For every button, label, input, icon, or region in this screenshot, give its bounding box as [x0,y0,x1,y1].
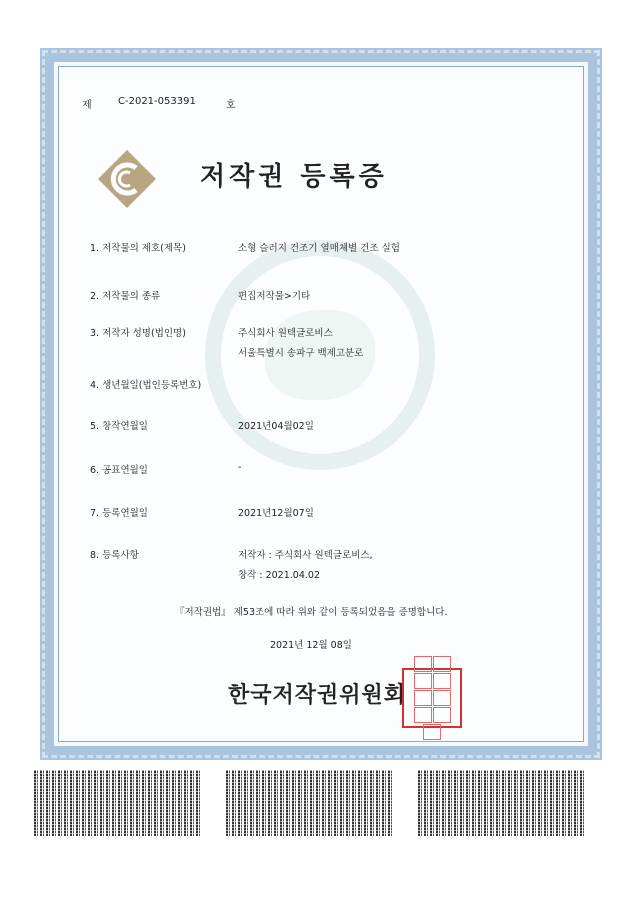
field-label: 1. 저작물의 제호(제목) [90,243,186,254]
registration-number-value: C-2021-053391 [118,96,196,107]
field-value: 서울특별시 송파구 백제고분로 [238,348,364,359]
field-value: 소형 슬러지 건조기 열매체별 건조 실험 [238,243,400,254]
field-label: 6. 공표연월일 [90,465,148,476]
field-value: - [238,462,242,473]
issue-date: 2021년 12월 08일 [270,640,352,651]
certificate-title: 저작권 등록증 [200,162,388,192]
field-value: 2021년04월02일 [238,421,314,432]
field-label: 2. 저작물의 종류 [90,291,161,302]
registration-suffix: 호 [226,100,236,111]
field-label: 7. 등록연월일 [90,508,148,519]
security-barcode-middle [226,770,394,836]
field-label: 8. 등록사항 [90,550,139,561]
official-seal-stamp [402,668,462,728]
field-value: 주식회사 원텍글로비스 [238,328,333,339]
field-label: 3. 저작자 성명(법인명) [90,328,186,339]
security-barcode-right [418,770,586,836]
field-label: 4. 생년월일(법인등록번호) [90,380,202,391]
copyright-logo-icon [96,148,158,210]
field-value: 편집저작물>기타 [238,291,311,302]
field-value: 창작 : 2021.04.02 [238,570,320,581]
certification-statement: 『저작권법』 제53조에 따라 위와 같이 등록되었음을 증명합니다. [175,607,448,618]
issuer-name: 한국저작권위원회 [228,683,407,708]
field-label: 5. 창작연월일 [90,421,148,432]
field-value: 저작자 : 주식회사 원텍글로비스, [238,550,373,561]
field-value: 2021년12월07일 [238,508,314,519]
security-barcode-left [34,770,202,836]
registration-prefix: 제 [82,100,92,111]
